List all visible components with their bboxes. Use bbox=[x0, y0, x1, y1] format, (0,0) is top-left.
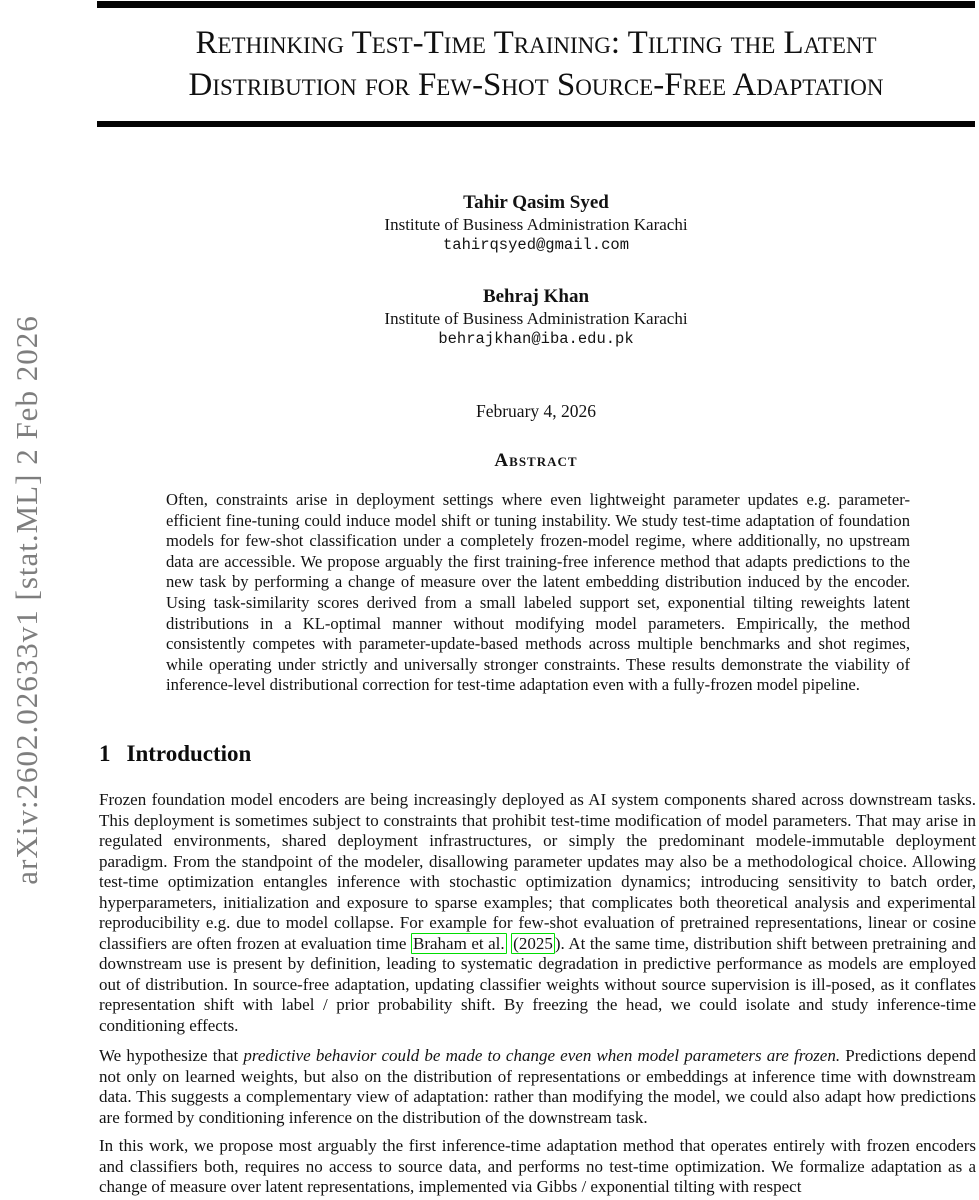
section-1-title: Introduction bbox=[126, 741, 252, 766]
intro-paragraph-3: In this work, we propose most arguably the first inference-time adaptation method that operates entirely with frozen encoders and classifiers both, requires no access to source data, and performs no test-time optimization. We formalize adaptation as a change of measure over latent representations, implemented via Gibbs / exponential tilting with respect bbox=[99, 1136, 976, 1196]
intro-paragraph-1 bbox=[99, 790, 976, 1036]
author-block-1 bbox=[97, 192, 975, 256]
author-1-email: tahirqsyed@gmail.com bbox=[442, 236, 630, 254]
arxiv-watermark: arXiv:2602.02633v1 [stat.ML] 2 Feb 2026 bbox=[9, 315, 44, 885]
title-rule bbox=[97, 121, 975, 127]
citation-year-2025-link[interactable]: (2025 bbox=[513, 933, 553, 953]
author-1-name: Tahir Qasim Syed bbox=[463, 192, 609, 213]
intro-paragraph-2-lead: We hypothesize that bbox=[99, 1046, 244, 1065]
top-rule bbox=[97, 1, 975, 8]
section-1-heading bbox=[99, 741, 251, 767]
intro-paragraph-2 bbox=[99, 1046, 976, 1128]
author-2-name: Behraj Khan bbox=[482, 286, 590, 307]
author-2-email: behrajkhan@iba.edu.pk bbox=[438, 330, 634, 348]
abstract-heading: Abstract bbox=[494, 450, 578, 471]
author-2-affiliation: Institute of Business Administration Karachi bbox=[384, 309, 688, 328]
intro-paragraph-2-rest: Predictions depend not only on learned weights, but also on the distribution of representations or embeddings at inference time with downstream data. This suggests a complementary view of adaptation: rather than modifying the model, we could also adapt how predictions are formed by conditioning inference on the distribution of the downstream task. bbox=[99, 1046, 976, 1127]
paper-title bbox=[97, 22, 975, 106]
intro-paragraph-1-text: Frozen foundation model encoders are being increasingly deployed as AI system components shared across downstream tasks. This deployment is sometimes subject to constraints that prohibit test-time modification of model parameters. That may arise in regulated environments, shared deployment infrastructures, or simply the predominant modele-immutable deployment paradigm. From the standpoint of the modeler, disallowing parameter updates may also be a methodological choice. Allowing test-time optimization entangles inference with stochastic optimization dynamics; introducing sensitivity to batch order, hyperparameters, initialization and exposure to sparse examples; that complicates both theoretical analysis and experimental reproducibility e.g. due to model collapse. For example for few-shot evaluation of pretrained representations, linear or cosine classifiers are often frozen at evaluation time bbox=[99, 790, 976, 953]
citation-braham-et-al-link[interactable]: Braham et al. bbox=[412, 933, 505, 953]
paper-title-line-1: Rethinking Test-Time Training: Tilting the Latent bbox=[195, 25, 877, 61]
intro-paragraph-1-text-after-citation: ). At the same time, distribution shift between pretraining and downstream use is present by definition, leading to systematic degradation in predictive performance as models are employed out of distribution. In source-free adaptation, updating classifier weights without source supervision is ill-posed, as it conflates representation shift with label / prior probability shift. By freezing the head, we could isolate and study inference-time conditioning effects. bbox=[99, 933, 976, 1035]
paper-date: February 4, 2026 bbox=[475, 401, 597, 421]
paper-title-line-2: Distribution for Few-Shot Source-Free Adaptation bbox=[188, 67, 884, 103]
author-1-affiliation: Institute of Business Administration Karachi bbox=[384, 215, 688, 234]
intro-paragraph-2-hypothesis-emphasis: predictive behavior could be made to change even when model parameters are frozen. bbox=[243, 1046, 841, 1065]
author-block-2 bbox=[97, 286, 975, 350]
section-1-number: 1 bbox=[99, 741, 111, 766]
abstract-text: Often, constraints arise in deployment settings where even lightweight parameter updates e.g. parameter-efficient fine-tuning could induce model shift or tuning instability. We study test-time adaptation of foundation models for few-shot classification under a completely frozen-model regime, where additionally, no upstream data are accessible. We propose arguably the first training-free inference method that adapts predictions to the new task by performing a change of measure over the latent embedding distribution induced by the encoder. Using task-similarity scores derived from a small labeled support set, exponential tilting reweights latent distributions in a KL-optimal manner without modifying model parameters. Empirically, the method consistently competes with parameter-update-based methods across multiple benchmarks and shot regimes, while operating under strictly and universally stronger constraints. These results demonstrate the viability of inference-level distributional correction for test-time adaptation even with a fully-frozen model pipeline. bbox=[166, 490, 910, 695]
